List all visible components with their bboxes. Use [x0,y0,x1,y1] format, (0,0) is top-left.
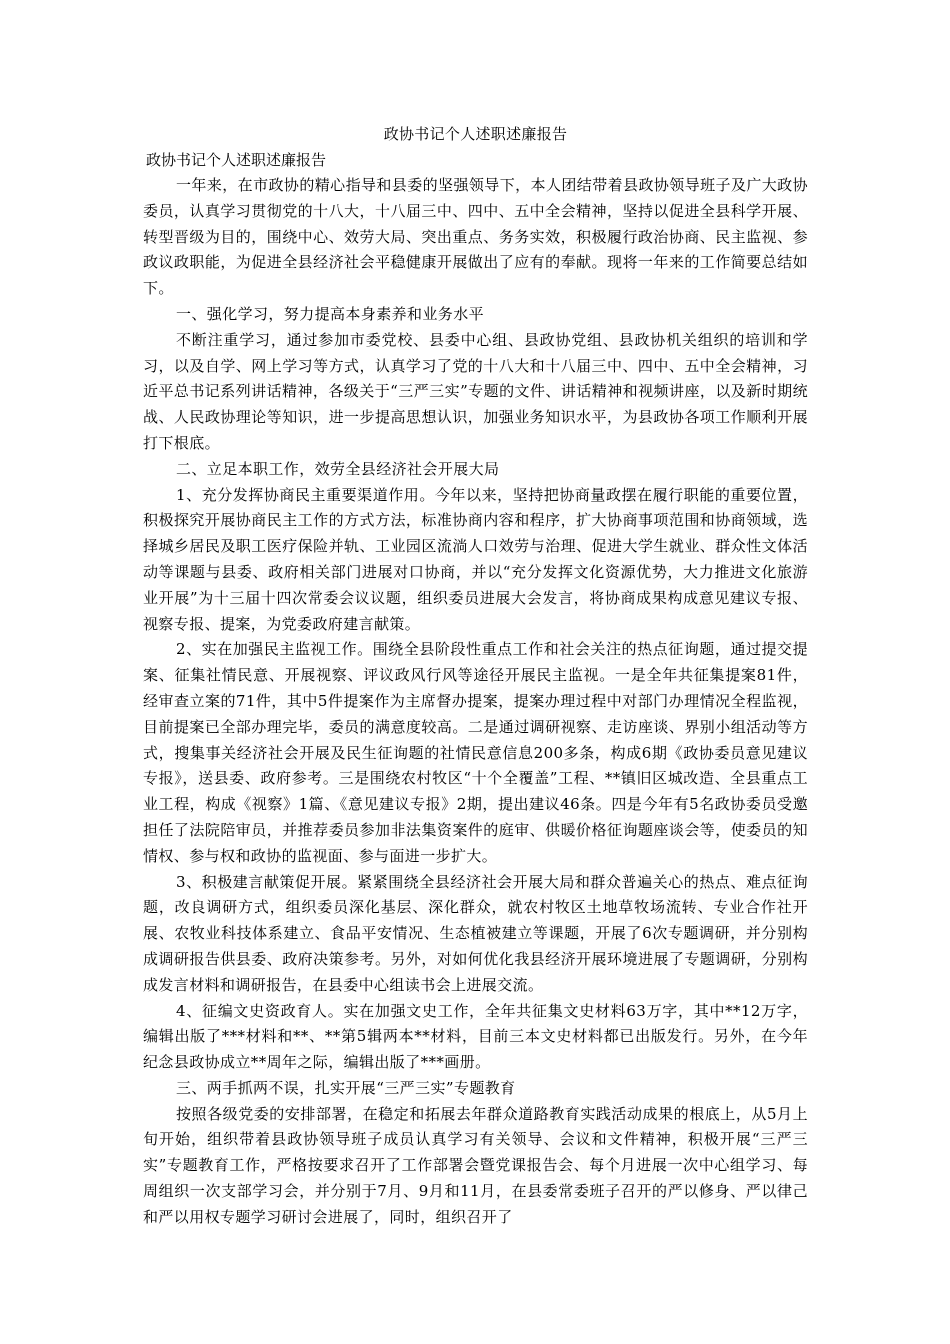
section-heading-2: 二、立足本职工作，效劳全县经济社会开展大局 [176,459,500,478]
paragraph-consultation: 1、充分发挥协商民主重要渠道作用。今年以来，坚持把协商量政摆在履行职能的重要位置，积极探究开展协商民主工作的方式方法，标准协商内容和程序，扩大协商事项范围和协商领域，选择城乡居民及职工医疗保险并轨、工业园区流淌人口效劳与治理、促进大学生就业、群众性文体活动等课题与县委、政府相关部门进展对口协商，并以“充分发挥文化资源优势，大力推进文化旅游业开展”为十三届十四次常委会议议题，组织委员进展大会发言，将协商成果构成意见建议专报、视察专报、提案，为党委政府建言献策。 [143,485,808,633]
paragraph-suggestions: 3、积极建言献策促开展。紧紧围绕全县经济社会开展大局和群众普遍关心的热点、难点征询题，改良调研方式，组织委员深化基层、深化群众，就农村牧区土地草牧场流转、专业合作社开展、农牧业科技体系建立、食品平安情况、生态植被建立等课题，开展了6次专题调研，并分别构成调研报告供县委、政府决策参考。另外，对如何优化我县经济开展环境进展了专题调研，分别构成发言材料和调研报告，在县委中心组读书会上进展交流。 [143,872,808,994]
paragraph-supervision: 2、实在加强民主监视工作。围绕全县阶段性重点工作和社会关注的热点征询题，通过提交提案、征集社情民意、开展视察、评议政风行风等途径开展民主监视。一是全年共征集提案81件，经审查立案的71件，其中5件提案作为主席督办提案，提案办理过程中对部门办理情况全程监视，目前提案已全部办理完毕，委员的满意度较高。二是通过调研视察、走访座谈、界别小组活动等方式，搜集事关经济社会开展及民生征询题的社情民意信息200多条，构成6期《政协委员意见建议专报》，送县委、政府参考。三是围绕农村牧区“十个全覆盖”工程、**镇旧区城改造、全县重点工业工程，构成《视察》1篇、《意见建议专报》2期，提出建议46条。四是今年有5名政协委员受邀担任了法院陪审员，并推荐委员参加非法集资案件的庭审、供暖价格征询题座谈会等，使委员的知情权、参与权和政协的监视面、参与面进一步扩大。 [143,640,808,865]
paragraph-education: 按照各级党委的安排部署，在稳定和拓展去年群众道路教育实践活动成果的根底上，从5月上旬开始，组织带着县政协领导班子成员认真学习有关领导、会议和文件精神，积极开展“三严三实”专题教育工作，严格按要求召开了工作部署会暨党课报告会、每个月进展一次中心组学习、每周组织一次支部学习会，并分别于7月、9月和11月，在县委常委班子召开的严以修身、严以律己和严以用权专题学习研讨会进展了，同时，组织召开了 [143,1104,808,1226]
paragraph-study: 不断注重学习，通过参加市委党校、县委中心组、县政协党组、县政协机关组织的培训和学习，以及自学、网上学习等方式，认真学习了党的十八大和十八届三中、四中、五中全会精神，习近平总书记系列讲话精神，各级关于“三严三实”专题的文件、讲话精神和视频讲座，以及新时期统战、人民政协理论等知识，进一步提高思想认识，加强业务知识水平，为县政协各项工作顺利开展打下根底。 [143,330,808,452]
document-title: 政协书记个人述职述廉报告 [383,125,568,143]
section-heading-1: 一、强化学习，努力提高本身素养和业务水平 [176,304,485,323]
paragraph-intro: 一年来，在市政协的精心指导和县委的坚强领导下，本人团结带着县政协领导班子及广大政协委员，认真学习贯彻党的十八大，十八届三中、四中、五中全会精神，坚持以促进全县科学开展、转型晋级为目的，围绕中心、效劳大局、突出重点、务务实效，积极履行政治协商、民主监视、参政议政职能，为促进全县经济社会平稳健康开展做出了应有的奉献。现将一年来的工作简要总结如下。 [143,176,808,298]
document-subtitle: 政协书记个人述职述廉报告 [146,151,327,169]
section-heading-3: 三、两手抓两不误，扎实开展“三严三实”专题教育 [176,1078,516,1097]
paragraph-history: 4、征编文史资政育人。实在加强文史工作，全年共征集文史材料63万字，其中**12万字，编辑出版了***材料和**、**第5辑两本**材料，目前三本文史材料都已出版发行。另外，在今年纪念县政协成立**周年之际，编辑出版了***画册。 [143,1001,808,1072]
document-page [143,124,808,1231]
